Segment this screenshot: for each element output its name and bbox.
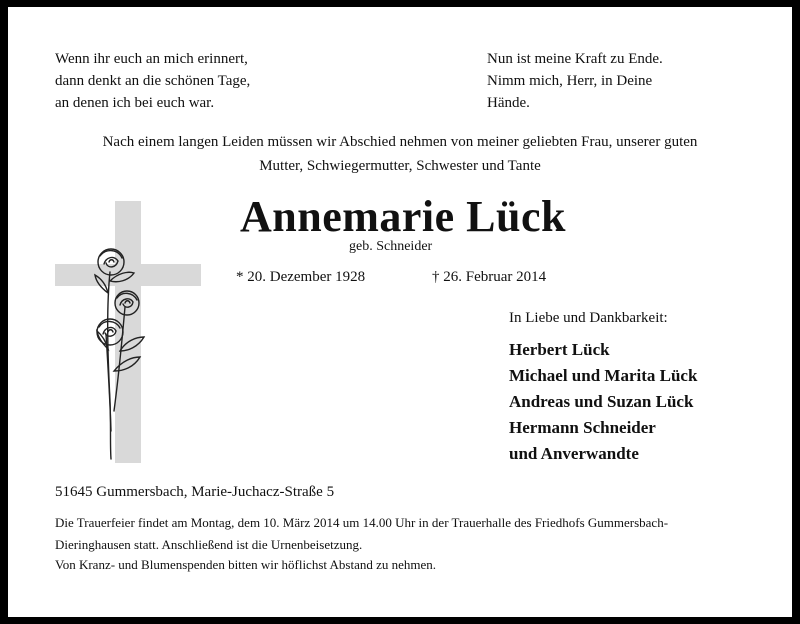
poem-line: dann denkt an die schönen Tage, <box>55 73 251 89</box>
mourners-list <box>509 337 697 467</box>
mourner-name: und Anverwandte <box>509 444 639 463</box>
mourner-name: Hermann Schneider <box>509 418 656 437</box>
intro-text <box>28 130 772 178</box>
deceased-name: Annemarie Lück <box>240 192 566 241</box>
thanks-heading: In Liebe und Dankbarkeit: <box>509 310 668 326</box>
birth-date: * 20. Dezember 1928 <box>236 269 366 285</box>
obituary-card <box>8 7 792 617</box>
poem-line: Nimm mich, Herr, in Deine <box>487 73 653 89</box>
funeral-line: Dieringhausen statt. Anschließend ist die Urnenbeisetzung. <box>55 537 363 552</box>
poem-line: an denen ich bei euch war. <box>55 95 215 111</box>
mourner-name: Andreas und Suzan Lück <box>509 392 694 411</box>
poem-line: Nun ist meine Kraft zu Ende. <box>487 51 663 67</box>
address: 51645 Gummersbach, Marie-Juchacz-Straße 5 <box>55 484 335 500</box>
mourner-name: Michael und Marita Lück <box>509 366 698 385</box>
intro-line: Nach einem langen Leiden müssen wir Abschied nehmen von meiner geliebten Frau, unserer guten <box>102 134 698 150</box>
mourner-name: Herbert Lück <box>509 340 610 359</box>
poem-line: Wenn ihr euch an mich erinnert, <box>55 51 248 67</box>
death-date: † 26. Februar 2014 <box>432 269 547 285</box>
cross-with-roses-icon <box>48 201 208 463</box>
poem-right <box>487 48 663 114</box>
poem-left <box>55 48 250 114</box>
maiden-name: geb. Schneider <box>349 239 433 254</box>
funeral-line: Die Trauerfeier findet am Montag, dem 10. März 2014 um 14.00 Uhr in der Trauerhalle des Friedhofs Gummersbach- <box>55 515 669 530</box>
funeral-details <box>55 512 775 556</box>
poem-line: Hände. <box>487 95 530 111</box>
intro-line: Mutter, Schwiegermutter, Schwester und Tante <box>259 158 541 174</box>
donations-note: Von Kranz- und Blumenspenden bitten wir höflichst Abstand zu nehmen. <box>55 557 437 572</box>
